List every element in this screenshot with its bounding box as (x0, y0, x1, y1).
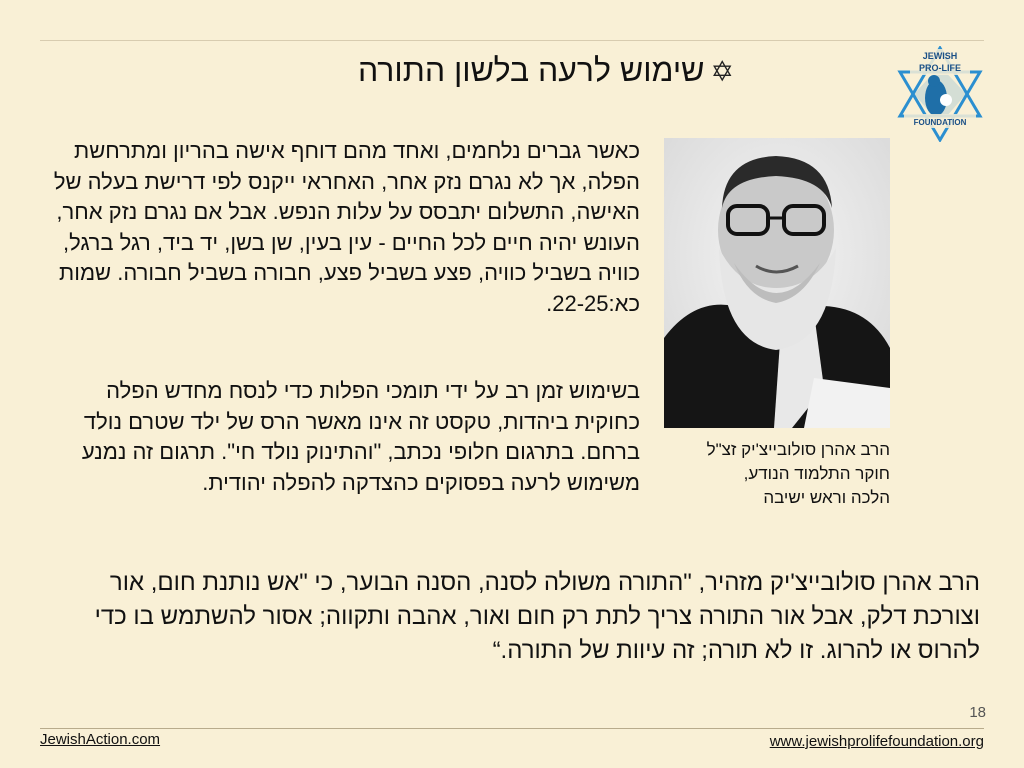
explanation-paragraph: בשימוש זמן רב על ידי תומכי הפלות כדי לנסח מחדש הפלה כחוקית ביהדות, טקסט זה אינו מאשר הרס של ילד שטרם נולד ברחם. בתרגום חלופי נכתב, "והתינוק נולד חי". תרגום זה נמנע משימוש לרעה בפסוקים כהצדקה להפלה יהודית. (81, 378, 640, 495)
caption-line-1: הרב אהרן סולובייצ'יק זצ"ל (706, 440, 890, 459)
star-of-david-icon: ✡ (710, 56, 734, 87)
caption-line-3: הלכה וראש ישיבה (763, 488, 890, 507)
page-title (150, 48, 734, 94)
page-title-text: שימוש לרעה בלשון התורה (357, 52, 705, 88)
bottom-divider (40, 728, 984, 729)
rabbi-portrait-photo (664, 138, 890, 428)
top-divider (40, 40, 984, 41)
logo-line-1: JEWISH (922, 51, 958, 61)
logo-line-2: PRO-LIFE (919, 63, 961, 73)
rabbi-quote-paragraph: הרב אהרן סולובייצ'יק מזהיר, "התורה משולה לסנה, הסנה הבוער, כי "אש נותנת חום, אור וצורכת דלק, אבל אור התורה צריך לתת רק חום ואור, אהבה ותקווה; אסור להשתמש בו כדי להרוס או להרוג. זו לא תורה; זה עיוות של התורה.“ (94, 569, 980, 664)
page-number: 18 (969, 704, 986, 721)
caption-line-2: חוקר התלמוד הנודע, (743, 464, 890, 483)
jewish-pro-life-logo (896, 46, 984, 142)
logo-line-3: FOUNDATION (913, 118, 967, 127)
verse-paragraph: כאשר גברים נלחמים, ואחד מהם דוחף אישה בהריון ומתרחשת הפלה, אך לא נגרם נזק אחר, האחראי ייקנס לפי דרישת בעלה של האישה, התשלום יתבסס על עלות הנפש. אבל אם נגרם נזק אחר, העונש יהיה חיים לכל החיים - עין בעין, שן בשן, יד ביד, רגל ברגל, כוויה בשביל כוויה, פצע בשביל פצע, חבורה בשביל חבורה. שמות כא:22-25. (53, 138, 640, 316)
photo-caption (664, 438, 890, 510)
jewishaction-link[interactable]: JewishAction.com (40, 731, 161, 748)
foundation-website-link[interactable]: www.jewishprolifefoundation.org (769, 733, 984, 750)
